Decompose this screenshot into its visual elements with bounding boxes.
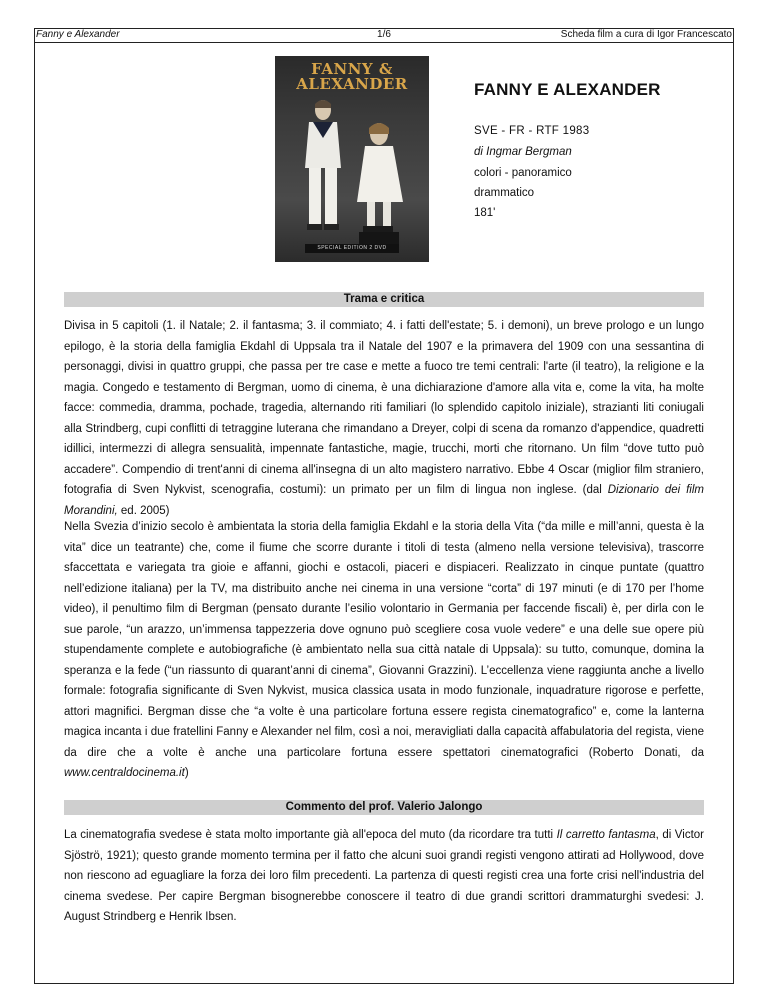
dictionary-citation: Dizionario dei film Morandini, — [64, 484, 704, 517]
plot-paragraph-1-end: ed. 2005) — [117, 504, 170, 517]
plot-paragraph-2-text: Nella Svezia d’inizio secolo è ambientata la storia della famiglia Ekdahl e la storia della Vita (“da mille e mill’anni, questa è la vita” dice un teatrante) che, come il fiume che scorre durante i titoli di testa (almeno nella versione televisiva), trascorre sfaccettata e variegata tra gioie e affanni, giochi e ostacoli, piaceri e dispiaceri. Realizzato in cinque puntate (quattro nell’edizione italiana) per la TV, ma distribuito anche nei cinema in una versione “corta” di 197 minuti (e di 170 per l’home video), il penultimo film di Bergman (pensato durante l’esilio volontario in Germania per faccende fiscali) è, per dirla con le sue parole, “un arazzo, un’immensa tappezzeria dove ognuno può scegliere cosa vuole vedere” e una delle sue opere più stupendamente complete e autobiografiche (è ambientato nella sua città natale di Uppsala): su tutto, comunque, domina la speranza e la fede (“un riassunto di quarant’anni di cinema”, Giovanni Grazzini). L’eccellenza viene raggiunta anche a livello formale: fotografia significante di Sven Nykvist, musica classica usata in modo funzionale, inquadrature rigorose e perfette, attori magnifici. Bergman disse che “a volte è una particolare fortuna essere regista cinematografico” e, come la lanterna magica incanta i due fratellini Fanny e Alexander nel film, così a noi, meravigliati dalla capacità affabulatoria del regista, viene da dire che a volte è anche una particolare fortuna essere spettatori cinematografici (Roberto Donati, da — [64, 521, 704, 759]
poster-title-line1: FANNY & — [311, 60, 393, 78]
film-director: di Ingmar Bergman — [474, 146, 572, 158]
header-left-title: Fanny e Alexander — [36, 29, 120, 40]
film-format: colori - panoramico — [474, 167, 572, 179]
poster-title — [275, 62, 429, 92]
plot-paragraph-1-text: Divisa in 5 capitoli (1. il Natale; 2. il fantasma; 3. il commiato; 4. i fatti dell'estate; 5. i demoni), un breve prologo e un lungo epilogo, è la storia della famiglia Ekdahl di Uppsala tra il Natale del 1907 e la primavera del 1909 con una sessantina di personaggi, divisi in quattro gruppi, che passa per tre case e mette a fuoco tre temi centrali: l'arte (il teatro), la religione e la magia. Congedo e testamento di Bergman, uomo di cinema, è una dichiarazione d'amore alla vita e, come la vita, ha molte facce: commedia, dramma, pochade, tragedia, alternando riti familiari (lo splendido capitolo iniziale), strazianti liti coniugali alla Strindberg, cupi conflitti di tetraggine luterana che rimandano a Dreyer, colpi di scena da romanzo d'appendice, quadretti idillici, intermezzi di allegra sensualità, impennate fantastiche, magie, trucchi, morti che ritornano. Un film “dove tutto può accadere”. Compendio di trent'anni di cinema all'insegna di un alto magistero narrativo. Ebbe 4 Oscar (miglior film straniero, fotografia di Sven Nykvist, scenografia, costumi): un primato per un film di lingua non inglese. (dal — [64, 320, 704, 496]
film-title: FANNY E ALEXANDER — [474, 80, 661, 99]
section-heading-comment: Commento del prof. Valerio Jalongo — [64, 800, 704, 815]
source-website: www.centraldocinema.it — [64, 767, 185, 779]
poster-title-line2: ALEXANDER — [296, 75, 408, 93]
header-page-number: 1/6 — [377, 29, 391, 40]
plot-paragraph-2 — [64, 517, 704, 784]
film-production: SVE - FR - RTF 1983 — [474, 125, 590, 137]
film-genre: drammatico — [474, 187, 535, 199]
header-divider — [34, 42, 734, 43]
comment-paragraph — [64, 825, 704, 928]
comment-paragraph-end: , di Victor Sjöströ, 1921); questo grande momento termina per il fatto che alcuni suoi grandi registi vengono attirati ad Hollywood, dove non riescono ad eguagliare la forza dei loro film precedenti. La partenza di questi registi crea una forte crisi nell'industria del cinema svedese. Per capire Bergman bisognerebbe conoscere il teatro di due grandi scrittori drammaturghi svedesi: J. August Strindberg e Henrik Ibsen. — [64, 829, 704, 923]
film-duration: 181' — [474, 207, 496, 219]
poster-figures-image — [275, 98, 429, 244]
plot-paragraph-1 — [64, 316, 704, 521]
header-credit: Scheda film a cura di Igor Francescato — [560, 29, 732, 40]
section-heading-plot: Trama e critica — [64, 292, 704, 307]
movie-poster — [275, 56, 429, 262]
poster-edition-badge: SPECIAL EDITION 2 DVD — [305, 244, 399, 253]
film-reference: Il carretto fantasma — [556, 829, 656, 841]
comment-paragraph-text: La cinematografia svedese è stata molto importante già all'epoca del muto (da ricordare tra tutti — [64, 829, 557, 841]
plot-paragraph-2-end: ) — [184, 767, 189, 779]
